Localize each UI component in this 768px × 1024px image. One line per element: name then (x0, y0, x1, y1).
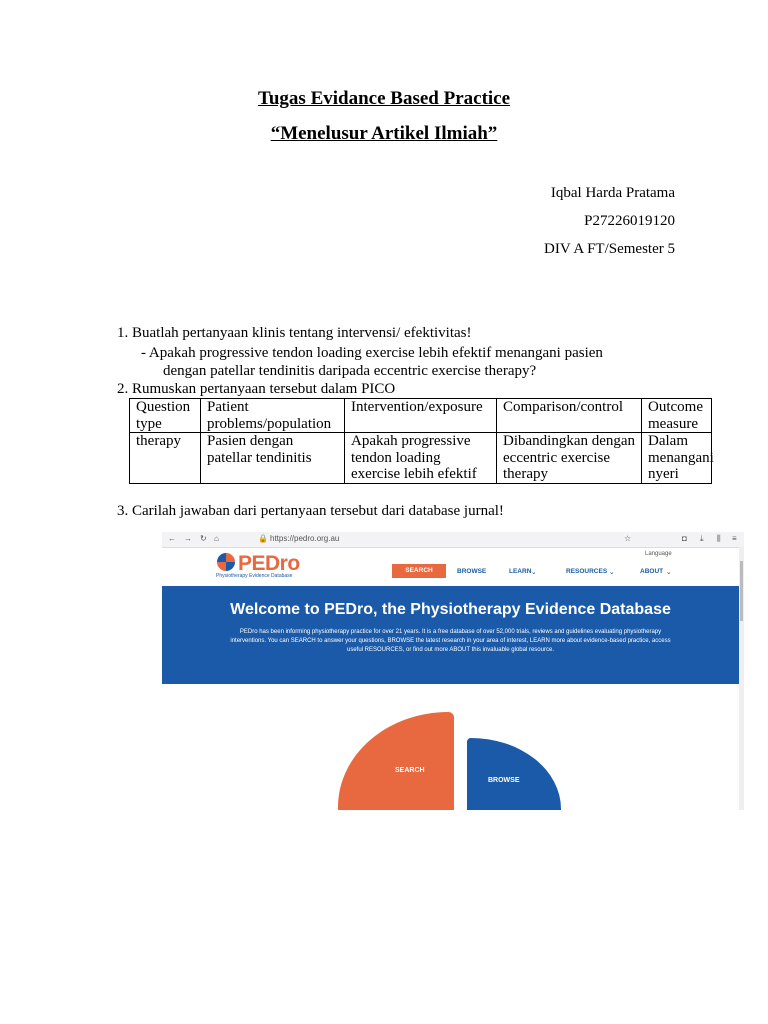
author-name: Iqbal Harda Pratama (550, 185, 675, 201)
nav-resources: RESOURCES (566, 568, 608, 575)
nav-search: SEARCH (392, 564, 446, 578)
forward-icon: → (184, 534, 192, 543)
author-class: DIV A FT/Semester 5 (544, 241, 675, 257)
header-comparison: Comparison/control (497, 399, 642, 433)
reload-icon: ↻ (200, 534, 207, 543)
pedro-logo-icon (217, 553, 235, 571)
chevron-down-icon: ⌄ (609, 569, 615, 576)
browse-wedge-label: BROWSE (488, 777, 520, 784)
question-2: 2. Rumuskan pertanyaan tersebut dalam PICO (117, 381, 396, 397)
search-wedge (338, 712, 454, 810)
author-id: P27226019120 (584, 213, 675, 229)
cell-question-type: therapy (130, 433, 201, 484)
lock-icon: 🔒 (258, 534, 268, 543)
hero-banner (162, 586, 739, 684)
menu-icon: ≡ (732, 534, 737, 543)
home-icon: ⌂ (214, 534, 219, 543)
table-row (130, 433, 712, 484)
header-patient: Patient problems/population (201, 399, 345, 433)
chevron-down-icon: ⌄ (531, 569, 537, 576)
extensions-icon: ⫼ (717, 534, 721, 543)
back-icon: ← (168, 534, 176, 543)
hero-title: Welcome to PEDro, the Physiotherapy Evidence Database (230, 601, 671, 618)
nav-about: ABOUT (640, 568, 664, 575)
cell-patient: Pasien dengan patellar tendinitis (201, 433, 345, 484)
header-outcome: Outcome measure (642, 399, 712, 433)
question-1: 1. Buatlah pertanyaan klinis tentang intervensi/ efektivitas! (117, 325, 472, 341)
document-title: Tugas Evidance Based Practice (257, 88, 511, 109)
pedro-logo: PEDro (238, 552, 300, 575)
bookmark-star-icon: ☆ (624, 534, 632, 543)
pedro-screenshot (162, 532, 744, 810)
question-3: 3. Carilah jawaban dari pertanyaan tersebut dari database jurnal! (117, 503, 504, 519)
cell-intervention: Apakah progressive tendon loading exercise lebih efektif (345, 433, 497, 484)
cell-outcome: Dalam menangani nyeri (642, 433, 712, 484)
scrollbar (739, 547, 744, 810)
nav-browse: BROWSE (457, 568, 487, 575)
search-wedge-label: SEARCH (395, 767, 425, 774)
download-icon: ⤓ (700, 534, 704, 543)
cell-comparison: Dibandingkan dengan eccentric exercise therapy (497, 433, 642, 484)
chevron-down-icon: ⌄ (666, 569, 672, 576)
header-question-type: Question type (130, 399, 201, 433)
site-navbar (162, 548, 744, 584)
browse-wedge (467, 738, 561, 810)
nav-learn: LEARN (509, 568, 532, 575)
pedro-logo-subtitle: Physiotherapy Evidence Database (216, 573, 293, 579)
shield-icon: ◘ (682, 534, 687, 543)
document-subtitle: “Menelusur Artikel Ilmiah” (270, 123, 498, 144)
table-header-row (130, 399, 712, 433)
hero-body: PEDro has been informing physiotherapy practice for over 21 years. It is a free database of over 52,000 trials, reviews and guidelines evaluating physiotherapy interventions. You can SEARCH to answer your questions, BROWSE the latest research in your area of interest, LEARN more about evidence-based practice, access useful RESOURCES, or find out more ABOUT this invaluable global resource. (230, 629, 671, 653)
url-bar: https://pedro.org.au (270, 534, 340, 543)
question-1-answer-line1: - Apakah progressive tendon loading exercise lebih efektif menangani pasien (141, 345, 603, 361)
pico-table (129, 398, 712, 484)
header-intervention: Intervention/exposure (345, 399, 497, 433)
question-1-answer-line2: dengan patellar tendinitis daripada eccentric exercise therapy? (163, 363, 537, 379)
browser-toolbar (162, 532, 744, 548)
language-selector: Language (645, 551, 672, 557)
